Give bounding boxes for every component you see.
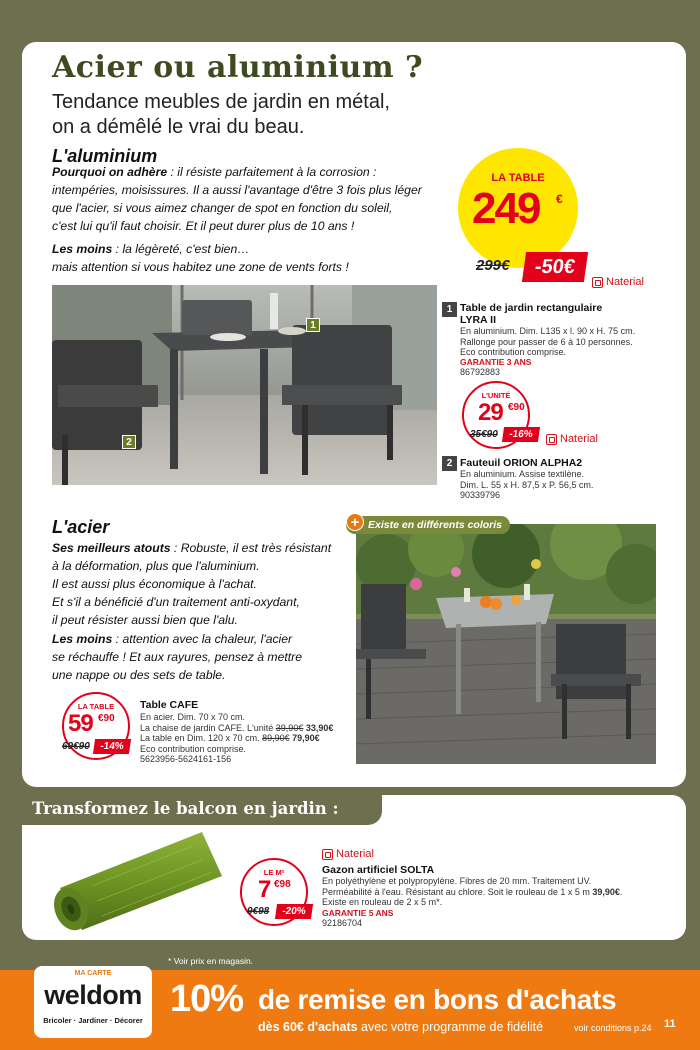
sticker-discount: -14% xyxy=(93,739,131,754)
cons-text: : attention avec la chaleur, l'acier xyxy=(112,632,293,646)
desc-line: Rallonge pour passer de 6 à 10 personnes. xyxy=(460,336,633,347)
sticker-dec: €90 xyxy=(98,713,115,724)
product-description xyxy=(322,876,662,908)
price-value: 249 xyxy=(472,184,540,233)
pros-text: intempéries, moisissures. Il a aussi l'avantage d'être 3 fois plus léger xyxy=(52,183,422,197)
sticker-int: 59 xyxy=(68,710,93,737)
sticker-label: LE M² xyxy=(263,868,285,877)
product-name: Fauteuil ORION ALPHA2 xyxy=(460,457,583,469)
photo-marker-1: 1 xyxy=(306,318,320,332)
product-ref: 86792883 xyxy=(460,367,501,377)
product-name: Gazon artificiel SOLTA xyxy=(322,864,435,876)
page-subtitle xyxy=(52,90,472,140)
desc-line: En acier. Dim. 70 x 70 cm. xyxy=(140,712,246,722)
naterial-icon xyxy=(592,277,603,288)
price-burst xyxy=(458,148,578,268)
desc-line: Eco contribution comprise. xyxy=(460,347,567,357)
desc-text: La table en Dim. 120 x 70 cm. xyxy=(140,733,263,743)
sticker-int: 29 xyxy=(478,399,503,426)
desc-line: En aluminium. Assise textilène. xyxy=(460,469,585,479)
photo-marker-2: 2 xyxy=(122,435,136,449)
product-ref: 92186704 xyxy=(322,918,363,928)
pros-text: à la déformation, plus que l'aluminium. xyxy=(52,559,260,573)
acier-heading: L'acier xyxy=(52,517,110,537)
sticker-dec: €90 xyxy=(508,402,525,413)
aluminium-furniture-photo xyxy=(52,285,437,485)
aluminium-pros xyxy=(52,163,452,235)
sticker-int: 7 xyxy=(258,876,271,903)
naterial-icon xyxy=(546,434,557,445)
desc-line: En polyéthylène et polypropylène. Fibres de 20 mm. Traitement UV. xyxy=(322,876,592,886)
sticker-discount: -20% xyxy=(275,904,313,919)
pros-text: : Robuste, il est très résistant xyxy=(170,541,332,555)
naterial-text: Naterial xyxy=(560,433,598,445)
desc-old-price: 89,90€ xyxy=(262,733,290,743)
card-label: MA CARTE xyxy=(74,970,112,977)
discount-badge: -50€ xyxy=(522,252,588,282)
grass-roll-photo xyxy=(42,826,228,932)
footer-sub-bold: dès 60€ d'achats xyxy=(258,1020,358,1034)
desc-line: Dim. L. 55 x H. 87,5 x P. 56,5 cm. xyxy=(460,479,594,490)
pros-text: Il est aussi plus économique à l'achat. xyxy=(52,577,257,591)
naterial-logo xyxy=(322,848,374,860)
page-title: Acier ou aluminium ? xyxy=(52,50,424,85)
page-number: 11 xyxy=(664,1018,676,1030)
aluminium-heading: L'aluminium xyxy=(52,146,158,166)
product-description xyxy=(140,712,355,765)
desc-new-price: 33,90€ xyxy=(303,722,334,733)
cons-text: se réchauffe ! Et aux rayures, pensez à mettre xyxy=(52,650,302,664)
desc-line: Eco contribution comprise. xyxy=(140,743,247,754)
cons-label: Les moins xyxy=(52,632,113,646)
product-ref: 5623956-5624161-156 xyxy=(140,754,232,764)
product-ref: 90339796 xyxy=(460,490,501,500)
price-label: LA TABLE xyxy=(491,172,545,184)
sticker-old-price: 9€98 xyxy=(247,906,270,917)
product-description xyxy=(460,326,635,358)
naterial-logo xyxy=(546,433,598,445)
acier-pros xyxy=(52,539,352,629)
cons-text: : la légèreté, c'est bien… xyxy=(112,242,250,256)
pros-text: Et s'il a bénéficié d'un traitement anti-oxydant, xyxy=(52,595,300,609)
desc-old-price: 39,90€ xyxy=(275,722,304,733)
brand-tagline: Bricoler · Jardiner · Décorer xyxy=(43,1016,143,1025)
desc-line: En aluminium. Dim. L135 x l. 90 x H. 75 cm. xyxy=(460,326,636,336)
guarantee-label: GARANTIE 5 ANS xyxy=(322,908,394,918)
pros-label: Ses meilleurs atouts xyxy=(52,541,171,555)
balcon-title: Transformez le balcon en jardin : xyxy=(32,799,339,818)
footnote: * Voir prix en magasin. xyxy=(168,956,254,966)
steel-furniture-photo xyxy=(356,524,656,764)
plus-icon: + xyxy=(346,513,364,531)
price-currency: € xyxy=(556,192,563,206)
desc-new-price: 79,90€ xyxy=(289,733,320,743)
product-name-line: Table de jardin rectangulaire xyxy=(460,302,603,314)
old-price: 299€ xyxy=(476,257,510,274)
sticker-discount: -16% xyxy=(502,427,540,442)
desc-text: La chaise de jardin CAFE. L'unité xyxy=(140,722,276,733)
product-name-line: LYRA II xyxy=(460,314,496,326)
sticker-label: LA TABLE xyxy=(77,702,115,711)
pros-label: Pourquoi on adhère xyxy=(52,165,168,179)
pros-text: que l'acier, si vous aimez changer de spot en fonction du soleil, xyxy=(52,201,393,215)
footer-conditions: voir conditions p.24 xyxy=(574,1023,652,1033)
subtitle-line: on a démêlé le vrai du beau. xyxy=(52,116,305,138)
balcon-title-tab xyxy=(22,795,382,825)
product-description xyxy=(460,469,593,501)
weldom-card-logo xyxy=(34,966,152,1038)
product-name: Table CAFE xyxy=(140,699,199,711)
sticker-old-price: 69€90 xyxy=(62,741,90,752)
acier-cons xyxy=(52,630,352,684)
subtitle-line: Tendance meubles de jardin en métal, xyxy=(52,91,390,113)
sticker-dec: €98 xyxy=(274,879,291,890)
coloris-banner: Existe en différents coloris xyxy=(346,516,510,534)
brand-logo: weldom xyxy=(44,980,142,1010)
cons-text: mais attention si vous habitez une zone de vents forts ! xyxy=(52,260,349,274)
product-number: 1 xyxy=(442,302,457,317)
desc-line: Existe en rouleau de 2 x 5 m*. xyxy=(322,897,443,907)
desc-text: . xyxy=(619,886,623,897)
product-number: 2 xyxy=(442,456,457,471)
guarantee-label: GARANTIE 3 ANS xyxy=(460,357,532,367)
naterial-logo xyxy=(592,276,644,288)
footer-percent: 10% xyxy=(170,978,244,1020)
naterial-text: Naterial xyxy=(606,276,644,288)
sticker-old-price: 35€90 xyxy=(470,429,498,440)
desc-text: Perméabilité à l'eau. Résistant au chlore. Soit le rouleau de 1 x 5 m xyxy=(322,886,593,897)
cons-text: une nappe ou des sets de table. xyxy=(52,668,226,682)
product-name xyxy=(460,302,602,326)
cons-label: Les moins xyxy=(52,242,113,256)
desc-price: 39,90€ xyxy=(592,886,620,897)
footer-sub-text: avec votre programme de fidélité xyxy=(357,1020,544,1034)
pros-text: il peut résister aussi bien que l'alu. xyxy=(52,613,238,627)
naterial-text: Naterial xyxy=(336,848,374,860)
aluminium-cons xyxy=(52,240,452,276)
naterial-icon xyxy=(322,849,333,860)
footer-headline: de remise en bons d'achats xyxy=(258,984,617,1015)
sticker-label: L'UNITÉ xyxy=(481,391,511,400)
pros-text: : il résiste parfaitement à la corrosion : xyxy=(167,165,377,179)
footer-subline xyxy=(258,1020,543,1034)
pros-text: c'est lui qu'il faut choisir. Et il peut durer plus de 10 ans ! xyxy=(52,219,355,233)
